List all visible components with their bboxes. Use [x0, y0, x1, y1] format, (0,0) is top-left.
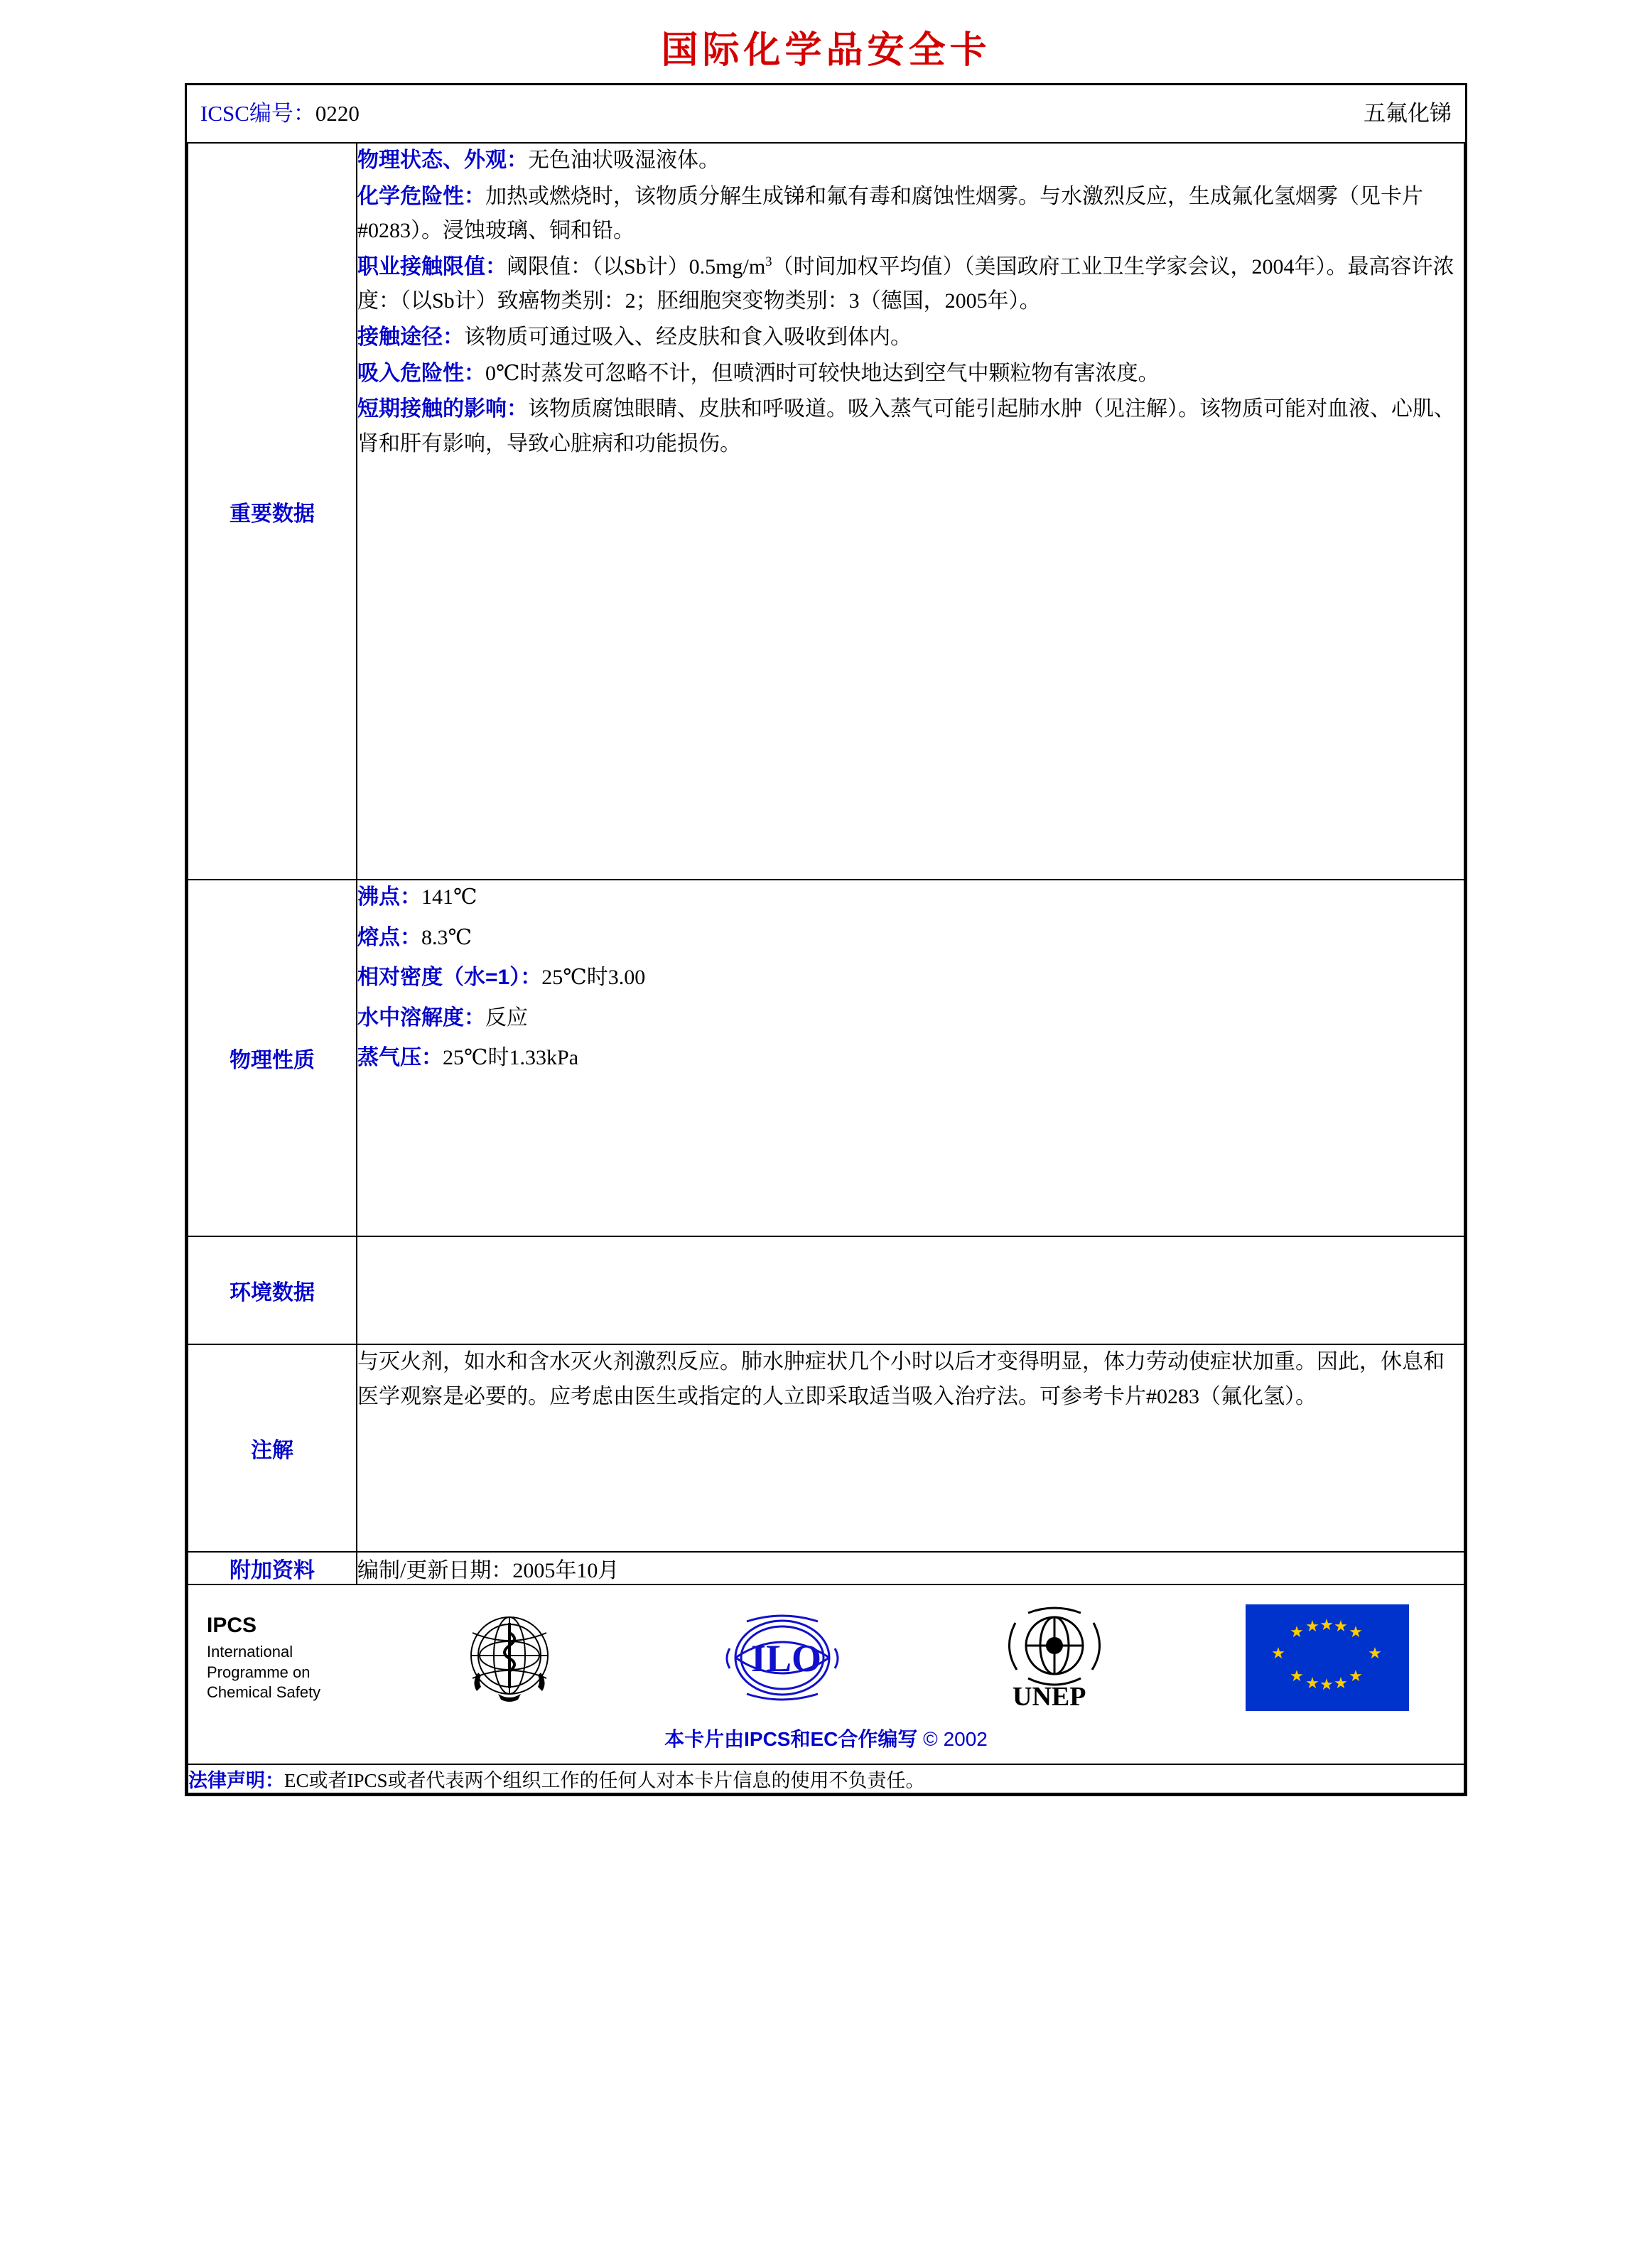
- value-routes-of-exposure: 该物质可通过吸入、经皮肤和食入吸收到体内。: [464, 325, 912, 349]
- key-short-term-effects: 短期接触的影响：: [357, 397, 528, 421]
- entry-exposure-limits: [357, 250, 1464, 319]
- legal-text: EC或者IPCS或者代表两个组织工作的任何人对本卡片信息的使用不负责任。: [284, 1770, 925, 1791]
- svg-text:ILO: ILO: [750, 1636, 821, 1680]
- key-relative-density: 相对密度（水=1）：: [357, 966, 542, 990]
- label-physical-properties: 物理性质: [188, 880, 357, 1236]
- entry-vapour-pressure: [357, 1041, 1464, 1076]
- value-inhalation-risk: 0℃时蒸发可忽略不计，但喷洒时可较快地达到空气中颗粒物有害浓度。: [485, 361, 1160, 385]
- key-chemical-dangers: 化学危险性：: [357, 184, 485, 208]
- who-logo: [453, 1604, 566, 1711]
- page-title: 国际化学品安全卡: [661, 30, 991, 71]
- value-vapour-pressure: 25℃时1.33kPa: [443, 1046, 579, 1070]
- icsc-number-group: [200, 95, 360, 127]
- key-inhalation-risk: 吸入危险性：: [357, 361, 485, 385]
- icsc-label: ICSC编号：: [200, 101, 315, 126]
- footer-legal-row: [188, 1764, 1464, 1793]
- content-physical-properties: [357, 880, 1464, 1236]
- value-chemical-dangers: 加热或燃烧时，该物质分解生成锑和氟有毒和腐蚀性烟雾。与水激烈反应，生成氟化氢烟雾（见卡片#0283）。浸蚀玻璃、铜和铅。: [357, 184, 1423, 243]
- ilo-logo-slot: [646, 1604, 919, 1711]
- content-environmental-data: [357, 1236, 1464, 1344]
- section-physical-properties: [188, 880, 1464, 1236]
- value-relative-density: 25℃时3.00: [541, 966, 646, 990]
- key-physical-state: 物理状态、外观：: [357, 149, 528, 172]
- legal-label: 法律声明：: [188, 1770, 284, 1791]
- unep-logo: [987, 1602, 1122, 1714]
- ilo-logo: [718, 1604, 846, 1711]
- value-melting-point: 8.3℃: [421, 925, 473, 949]
- entry-boiling-point: [357, 880, 1464, 915]
- entry-relative-density: [357, 961, 1464, 995]
- label-additional-info: 附加资料: [188, 1552, 357, 1584]
- content-additional-info: 编制/更新日期：2005年10月: [357, 1552, 1464, 1584]
- section-important-data: [188, 143, 1464, 880]
- copyright-text: © 2002: [923, 1728, 988, 1750]
- label-notes: 注解: [188, 1344, 357, 1552]
- entry-melting-point: [357, 921, 1464, 956]
- credit-text: 本卡片由IPCS和EC合作编写: [664, 1728, 918, 1750]
- content-important-data: [357, 143, 1464, 880]
- value-short-term-effects: 该物质腐蚀眼睛、皮肤和呼吸道。吸入蒸气可能引起肺水肿（见注解）。该物质可能对血液、心肌、肾和肝有影响，导致心脏病和功能损伤。: [357, 397, 1455, 455]
- eu-flag: ★ ★ ★ ★ ★ ★ ★ ★ ★ ★ ★ ★: [1246, 1604, 1409, 1711]
- unep-logo-slot: [919, 1602, 1192, 1714]
- footer-logo-row: [188, 1584, 1464, 1764]
- value-boiling-point: 141℃: [421, 885, 477, 909]
- ipcs-full-name: International Programme on Chemical Safety: [207, 1643, 321, 1701]
- card-header: [188, 85, 1464, 142]
- key-water-solubility: 水中溶解度：: [357, 1005, 485, 1030]
- entry-inhalation-risk: [357, 357, 1464, 392]
- value-exposure-limits: 阈限值：（以Sb计）$0.5mg/m^3$（时间加权平均值）（美国政府工业卫生学家会议，2004年）。最高容许浓度：（以Sb计）致癌物类别：2；胚细胞突变物类别：3（德国，2005年）。: [357, 254, 1454, 313]
- entry-chemical-dangers: [357, 180, 1464, 249]
- content-notes: 与灭火剂，如水和含水灭火剂激烈反应。肺水肿症状几个小时以后才变得明显，体力劳动使症状加重。因此，休息和医学观察是必要的。应考虑由医生或指定的人立即采取适当吸入治疗法。可参考卡片#0283（氟化氢）。: [357, 1344, 1464, 1552]
- value-water-solubility: 反应: [485, 1005, 528, 1030]
- icsc-number: 0220: [315, 101, 360, 126]
- card-table: [187, 85, 1465, 1794]
- ipcs-abbrev: IPCS: [207, 1614, 257, 1638]
- label-environmental-data: 环境数据: [188, 1236, 357, 1344]
- key-exposure-limits: 职业接触限值：: [357, 254, 507, 279]
- section-environmental-data: [188, 1236, 1464, 1344]
- entry-water-solubility: [357, 1001, 1464, 1036]
- entry-routes-of-exposure: [357, 320, 1464, 355]
- card-header-row: [188, 85, 1464, 143]
- key-melting-point: 熔点：: [357, 925, 421, 949]
- ipcs-text-block: [188, 1612, 373, 1702]
- entry-short-term-effects: [357, 392, 1464, 461]
- safety-card: [185, 83, 1467, 1796]
- unep-label: UNEP: [1013, 1681, 1086, 1712]
- entry-physical-state: [357, 144, 1464, 178]
- section-additional-info: [188, 1552, 1464, 1584]
- legal-notice: [188, 1764, 1464, 1793]
- key-vapour-pressure: 蒸气压：: [357, 1046, 443, 1070]
- substance-name: 五氟化锑: [1364, 101, 1452, 126]
- section-notes: [188, 1344, 1464, 1552]
- key-boiling-point: 沸点：: [357, 885, 421, 909]
- eu-flag-slot: [1191, 1604, 1464, 1711]
- value-physical-state: 无色油状吸湿液体。: [528, 149, 720, 172]
- footer-logos: [188, 1584, 1464, 1764]
- label-important-data: 重要数据: [188, 143, 357, 880]
- who-logo-slot: [373, 1604, 646, 1711]
- key-routes-of-exposure: 接触途径：: [357, 325, 464, 349]
- credit-line: [188, 1719, 1464, 1764]
